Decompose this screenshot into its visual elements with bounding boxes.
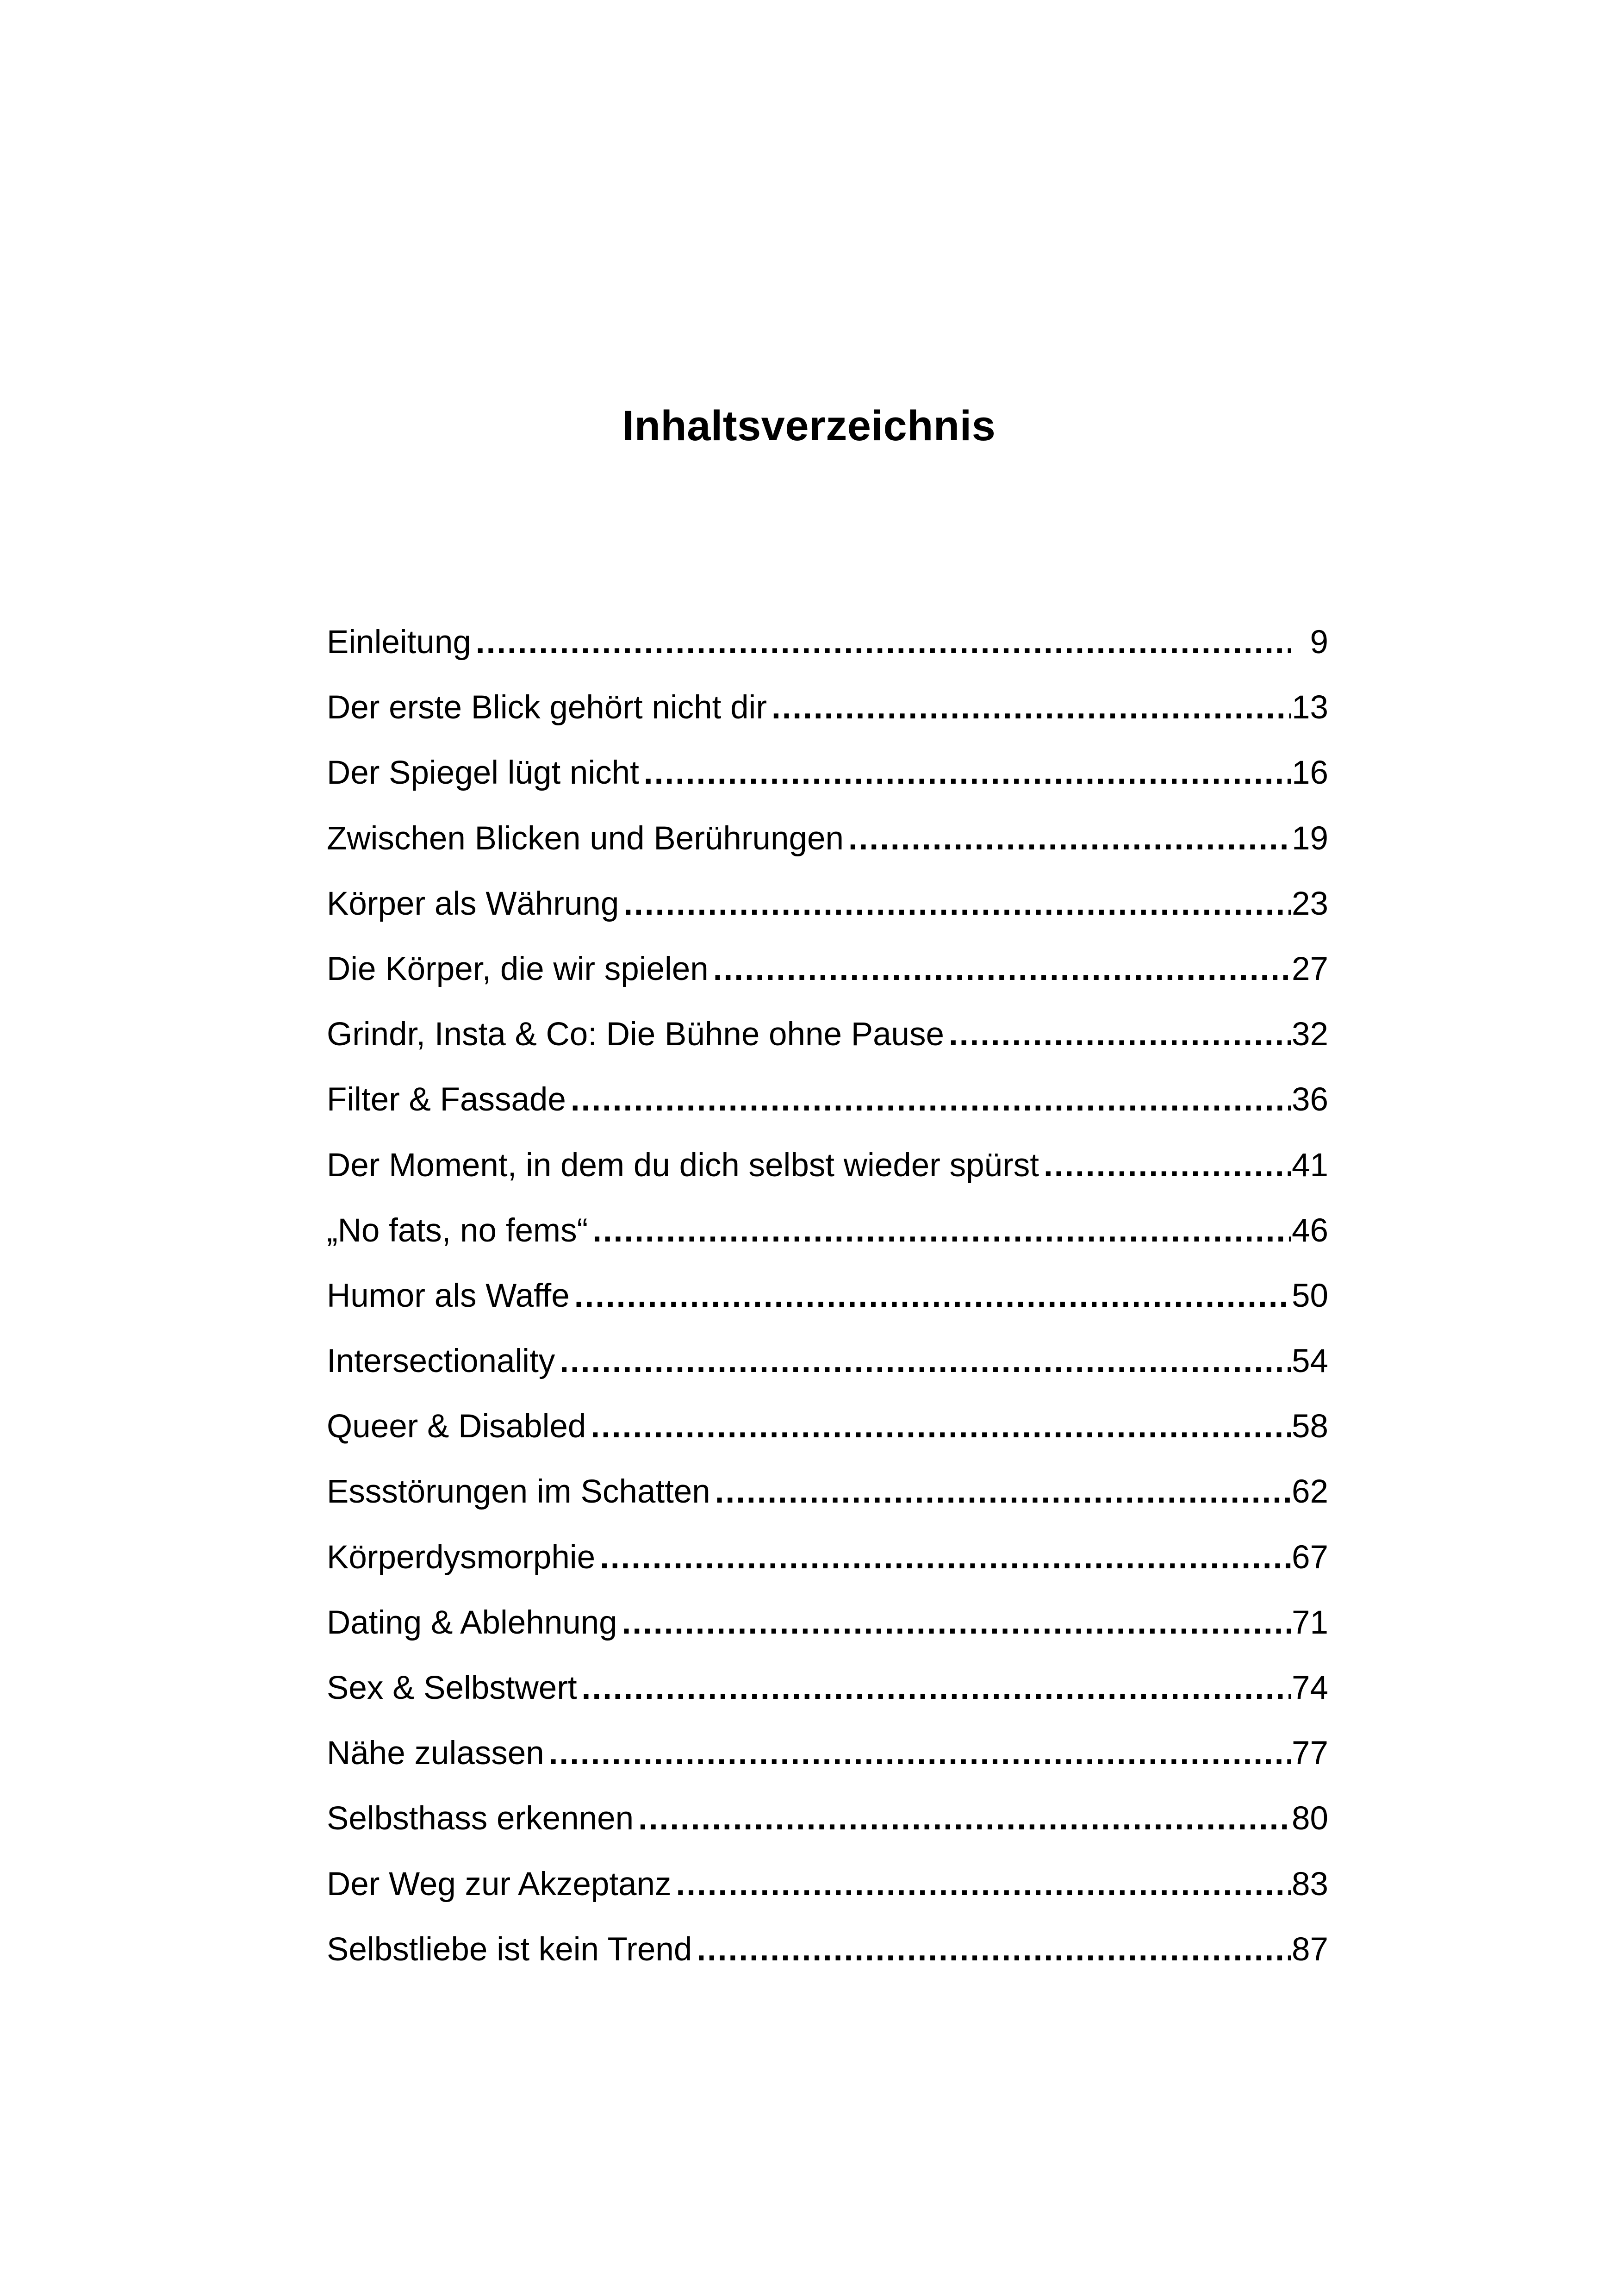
toc-entry-label: Essstörungen im Schatten	[327, 1473, 710, 1510]
dot-leader	[622, 1600, 1291, 1646]
dot-leader	[591, 1404, 1291, 1450]
toc-entry-label: Der Moment, in dem du dich selbst wieder spürst	[327, 1147, 1039, 1184]
toc-entry-page-number: 36	[1292, 1081, 1328, 1118]
toc-entry-label: Humor als Waffe	[327, 1277, 570, 1314]
toc-entry	[327, 1273, 1328, 1338]
toc-entry-label: Filter & Fassade	[327, 1081, 566, 1118]
toc-entry-page-number: 54	[1292, 1343, 1328, 1380]
toc-entry-page-number: 32	[1292, 1016, 1328, 1053]
toc-entry-label: Zwischen Blicken und Berührungen	[327, 820, 844, 857]
toc-entry	[327, 946, 1328, 1011]
toc-entry	[327, 1665, 1328, 1730]
toc-entry-page-number: 41	[1292, 1147, 1328, 1184]
dot-leader	[600, 1535, 1291, 1581]
toc-entry	[327, 1469, 1328, 1534]
toc-entry	[327, 1404, 1328, 1469]
dot-leader	[623, 881, 1291, 927]
toc-entry-label: Queer & Disabled	[327, 1408, 586, 1445]
toc-entry-label: Der Spiegel lügt nicht	[327, 755, 639, 792]
toc-entry-page-number: 71	[1292, 1604, 1328, 1641]
toc-entry	[327, 1142, 1328, 1208]
toc-entry-label: Dating & Ablehnung	[327, 1604, 617, 1641]
dot-leader	[549, 1730, 1291, 1777]
toc-entry	[327, 1796, 1328, 1861]
toc-entry-label: Selbstliebe ist kein Trend	[327, 1931, 692, 1968]
toc-entry	[327, 685, 1328, 750]
dot-leader	[644, 750, 1291, 796]
toc-entry	[327, 816, 1328, 881]
toc-entry	[327, 1600, 1328, 1665]
toc-entry-label: Einleitung	[327, 624, 471, 661]
toc-entry-page-number: 62	[1292, 1473, 1328, 1510]
toc-entry-page-number: 80	[1292, 1800, 1328, 1837]
toc-entry-page-number: 19	[1292, 820, 1328, 857]
page-title: Inhaltsverzeichnis	[622, 402, 996, 449]
toc-entry-page-number: 74	[1292, 1670, 1328, 1706]
toc-entry-label: Grindr, Insta & Co: Die Bühne ohne Pause	[327, 1016, 945, 1053]
table-of-contents	[327, 619, 1328, 1992]
toc-entry	[327, 750, 1328, 815]
toc-entry-page-number: 16	[1292, 755, 1328, 792]
dot-leader	[560, 1338, 1291, 1385]
toc-entry-page-number: 46	[1292, 1212, 1328, 1249]
toc-entry-page-number: 67	[1292, 1539, 1328, 1576]
toc-entry-page-number: 87	[1292, 1931, 1328, 1968]
toc-entry	[327, 1208, 1328, 1273]
toc-entry-label: Der Weg zur Akzeptanz	[327, 1866, 672, 1903]
dot-leader	[848, 816, 1291, 862]
toc-entry	[327, 1730, 1328, 1796]
dot-leader	[713, 946, 1291, 992]
toc-entry-page-number: 23	[1292, 885, 1328, 922]
dot-leader	[1044, 1142, 1291, 1189]
dot-leader	[715, 1469, 1291, 1515]
toc-entry-label: Die Körper, die wir spielen	[327, 950, 709, 987]
dot-leader	[676, 1861, 1291, 1908]
toc-entry-label: Nähe zulassen	[327, 1735, 544, 1772]
toc-entry-page-number: 58	[1292, 1408, 1328, 1445]
dot-leader	[949, 1011, 1291, 1058]
toc-entry	[327, 1077, 1328, 1142]
dot-leader	[476, 619, 1291, 666]
toc-entry-page-number: 9	[1310, 624, 1328, 661]
dot-leader	[772, 685, 1291, 731]
toc-entry-label: Selbsthass erkennen	[327, 1800, 634, 1837]
toc-entry-page-number: 50	[1292, 1277, 1328, 1314]
toc-entry-page-number: 83	[1292, 1866, 1328, 1903]
toc-entry	[327, 1011, 1328, 1077]
toc-entry	[327, 619, 1328, 685]
toc-entry	[327, 881, 1328, 946]
dot-leader	[638, 1796, 1291, 1842]
dot-leader	[574, 1273, 1291, 1319]
toc-entry-label: „No fats, no fems“	[327, 1212, 588, 1249]
dot-leader	[697, 1927, 1291, 1973]
toc-entry	[327, 1927, 1328, 1992]
toc-entry	[327, 1861, 1328, 1927]
toc-entry	[327, 1338, 1328, 1404]
dot-leader	[571, 1077, 1291, 1123]
toc-entry-page-number: 27	[1292, 950, 1328, 987]
toc-entry	[327, 1535, 1328, 1600]
toc-entry-label: Körper als Währung	[327, 885, 619, 922]
toc-entry-label: Sex & Selbstwert	[327, 1670, 577, 1706]
toc-entry-page-number: 13	[1292, 689, 1328, 726]
dot-leader	[582, 1665, 1291, 1711]
toc-entry-label: Intersectionality	[327, 1343, 555, 1380]
toc-entry-page-number: 77	[1292, 1735, 1328, 1772]
toc-entry-label: Körperdysmorphie	[327, 1539, 596, 1576]
dot-leader	[592, 1208, 1291, 1254]
toc-entry-label: Der erste Blick gehört nicht dir	[327, 689, 767, 726]
